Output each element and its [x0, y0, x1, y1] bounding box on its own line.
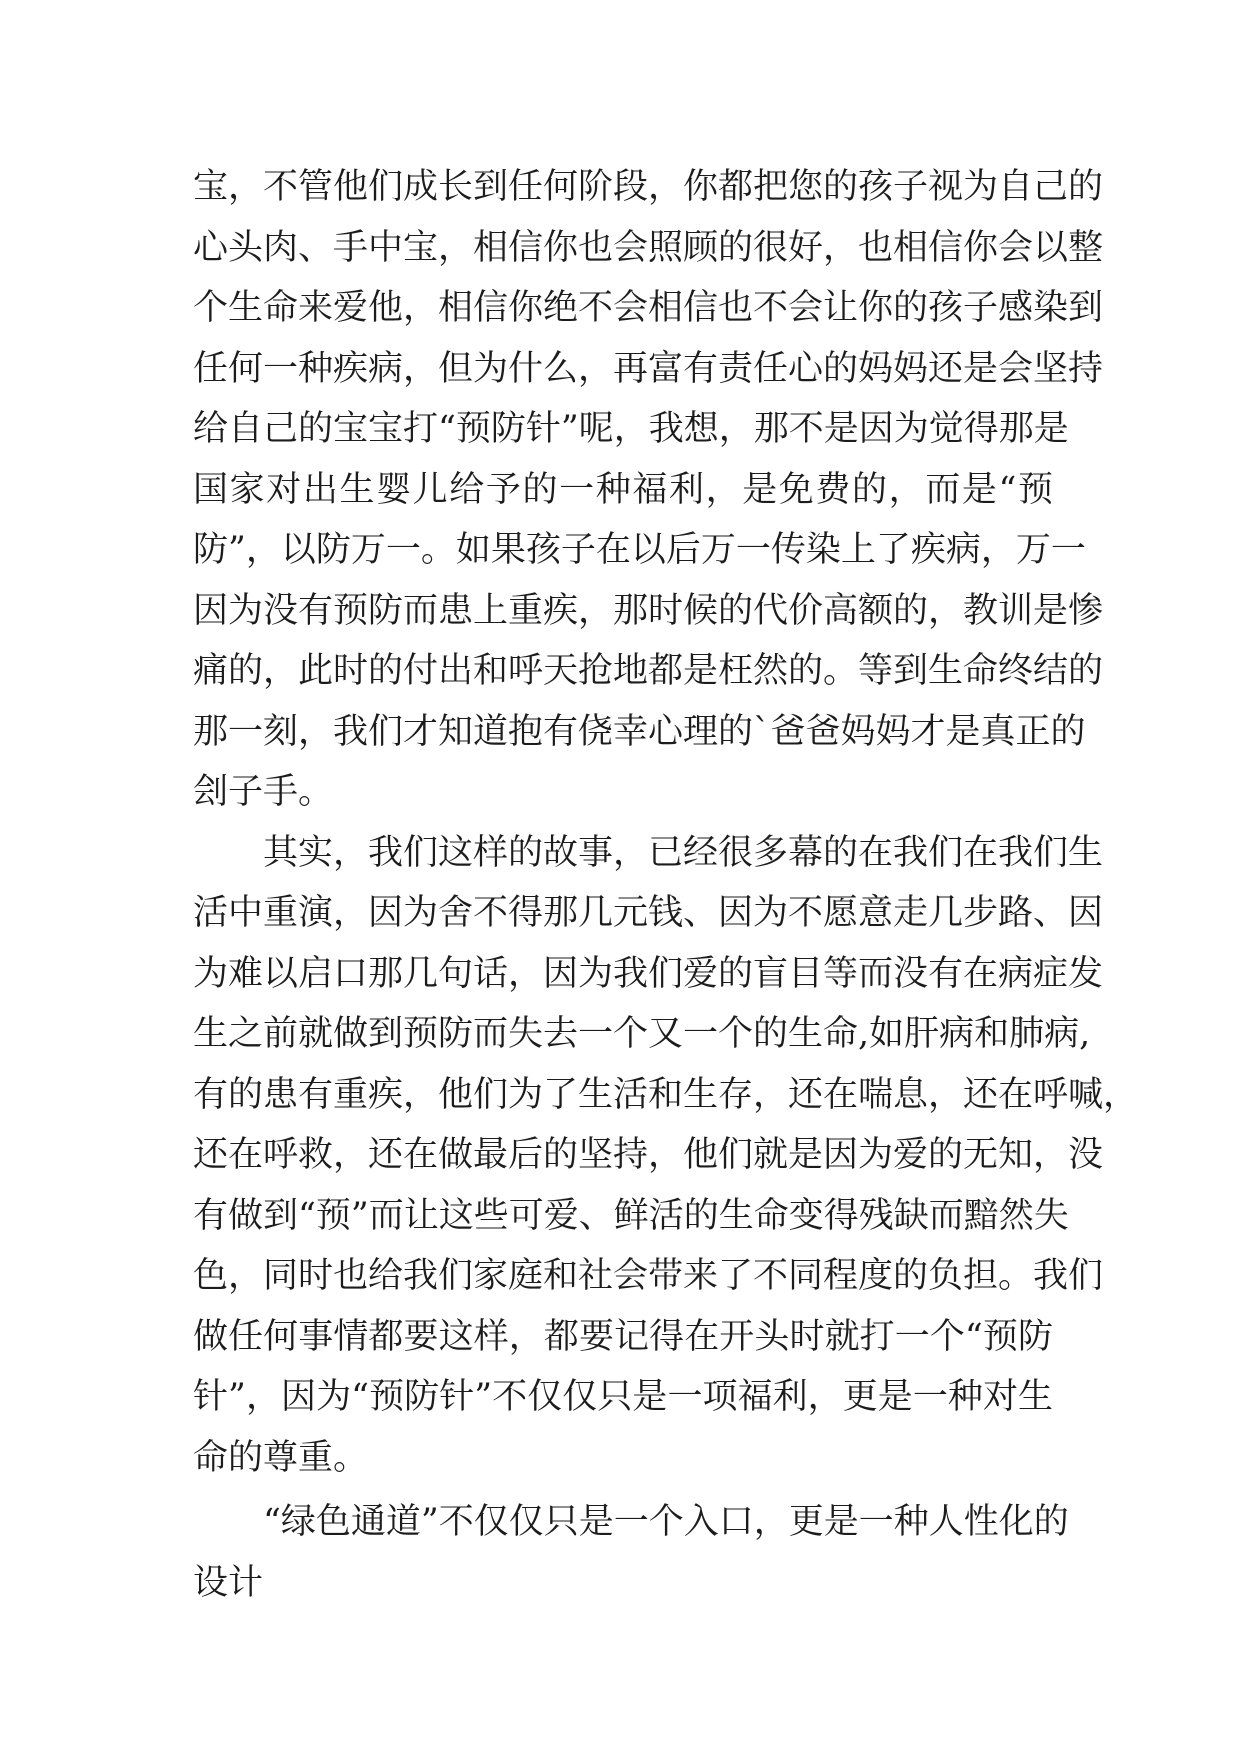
text-line: 心头肉、手中宝，相信你也会照顾的很好，也相信你会以整 — [193, 227, 1104, 268]
text-line: 任何一种疾病，但为什么，再富有责任心的妈妈还是会坚持 — [193, 348, 1104, 389]
text-line: 活中重演，因为舍不得那几元钱、因为不愿意走几步路、因 — [193, 893, 1104, 933]
text-line: 生之前就做到预防而失去一个又一个的生命,如肝病和肺病, — [193, 1014, 1091, 1054]
text-line: 针”，因为“预防针”不仅仅只是一项福利，更是一种对生 — [193, 1377, 1053, 1417]
text-line: 其实，我们这样的故事，已经很多幕的在我们在我们生 — [263, 832, 1104, 873]
paragraph — [193, 823, 1139, 1489]
text-line: 国家对出生婴儿给予的一种福利，是免费的，而是“预 — [193, 469, 1053, 510]
body-text — [193, 157, 1139, 1613]
text-line: 为难以启口那几句话，因为我们爱的盲目等而没有在病症发 — [193, 953, 1104, 994]
text-line: 宝，不管他们成长到任何阶段，你都把您的孩子视为自己的 — [193, 167, 1104, 207]
text-line: 设计 — [193, 1562, 264, 1603]
text-line: 还在呼救，还在做最后的坚持，他们就是因为爱的无知，没 — [193, 1135, 1104, 1175]
text-line: “绿色通道”不仅仅只是一个入口，更是一种人性化的 — [263, 1502, 1069, 1542]
text-line: 有做到“预”而让这些可爱、鲜活的生命变得残缺而黯然失 — [193, 1195, 1069, 1236]
text-line: 痛的，此时的付出和呼天抢地都是枉然的。等到生命终结的 — [193, 651, 1104, 691]
text-line: 色，同时也给我们家庭和社会带来了不同程度的负担。我们 — [193, 1256, 1104, 1296]
paragraph — [193, 157, 1104, 823]
text-line: 给自己的宝宝打“预防针”呢，我想，那不是因为觉得那是 — [193, 409, 1069, 449]
text-line: 那一刻，我们才知道抱有侥幸心理的`爸爸妈妈才是真正的 — [193, 711, 1086, 752]
text-line: 个生命来爱他，相信你绝不会相信也不会让你的孩子感染到 — [193, 288, 1104, 328]
paragraph — [193, 1492, 1069, 1613]
text-line: 防”，以防万一。如果孩子在以后万一传染上了疾病，万一 — [193, 530, 1086, 570]
text-line: 因为没有预防而患上重疾，那时候的代价高额的，教训是惨 — [193, 590, 1104, 631]
text-line: 有的患有重疾，他们为了生活和生存，还在喘息，还在呼喊， — [193, 1074, 1139, 1115]
text-line: 命的尊重。 — [193, 1437, 369, 1478]
text-line: 做任何事情都要这样，都要记得在开头时就打一个“预防 — [193, 1316, 1053, 1357]
text-line: 刽子手。 — [193, 772, 334, 812]
